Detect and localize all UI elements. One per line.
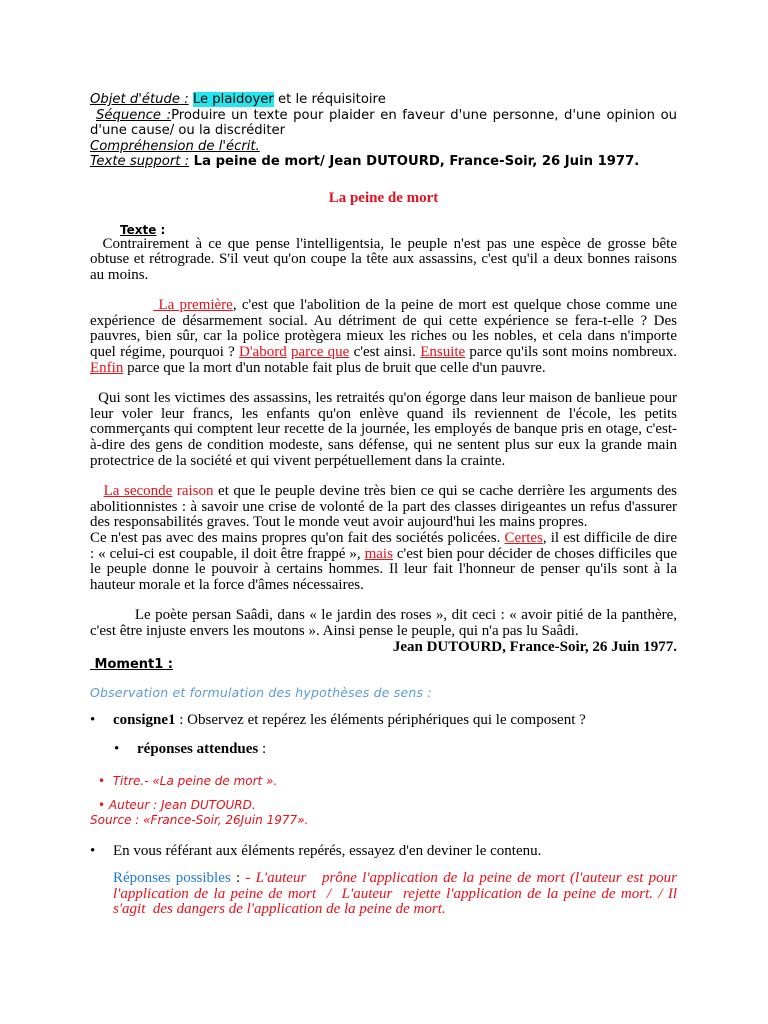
texte-label-word: Texte (120, 222, 157, 237)
consignes-list (90, 712, 677, 757)
indent (90, 483, 104, 499)
consigne-1-item (90, 712, 677, 728)
reponses-attendues-label: réponses attendues (137, 741, 259, 758)
paragraph-2-text-b: c'est ainsi. (349, 344, 421, 361)
connector-la-seconde: La seconde (103, 483, 173, 500)
comprehension-line (90, 139, 677, 155)
sequence-text: Produire un texte pour plaider en faveur d'une personne, d'une opinion ou d'une cause/ ou la discréditer (90, 107, 677, 138)
paragraph-4-text: et que le peuple devine très bien ce qui se cache derrière les arguments des abolitionnistes : à savoir une crise de volonté de la part des classes dirigeantes un refus d'assurer des responsabilités graves. Tout le monde veut avoir aujourd'hui les mains propres. (90, 483, 681, 531)
answer-titre (90, 774, 677, 789)
connector-ensuite: Ensuite (420, 344, 466, 361)
connector-dabord: D'abord (239, 344, 287, 361)
answer-auteur (90, 798, 677, 813)
connector-raison: raison (176, 483, 214, 500)
bullet-icon: • (90, 712, 96, 729)
author-signature: Jean DUTOURD, France-Soir, 26 Juin 1977. (392, 638, 677, 655)
observation-heading: Observation et formulation des hypothèses de sens : (90, 685, 432, 701)
bullet-icon: • (98, 798, 106, 813)
consigne-1-text: : Observez et repérez les éléments périphériques qui le composent ? (175, 712, 586, 729)
objet-line (90, 92, 677, 108)
moment-heading: Moment1 : (90, 657, 173, 673)
paragraph-2 (90, 297, 681, 376)
bullet-icon: • (98, 774, 106, 789)
texte-label-colon: : (156, 222, 166, 237)
sequence-line (90, 108, 677, 139)
paragraph-1: Contrairement à ce que pense l'intelligentsia, le peuple n'est pas une espèce de grosse bête obtuse et rétrograde. S'il veut qu'on coupe la tête aux assassins, c'est qu'il a deux bonnes raisons au moins. (90, 235, 681, 283)
comprehension-label: Compréhension de l'écrit. (90, 138, 260, 154)
document-title: La peine de mort (328, 189, 439, 206)
document-page (90, 92, 681, 918)
bullet-icon: • (114, 741, 120, 758)
paragraph-6: Le poète persan Saâdi, dans « le jardin des roses », dit ceci : « avoir pitié de la panthère, c'est être injuste envers les moutons ». Ainsi pense le peuple, qui n'a pas lu Saâdi. (90, 607, 681, 639)
connector-mais: mais (364, 545, 393, 562)
bullet-icon: • (90, 843, 96, 860)
reponses-possibles-text: - L'auteur prône l'application de la peine de mort (l'auteur est pour l'application de la peine de mort / L'auteur rejette l'application de la peine de mort. / Il s'agit des dangers de l'application de la peine de mort. (113, 870, 681, 918)
reponses-possibles-label: Réponses possibles (113, 870, 231, 887)
reponses-attendues-item (114, 741, 677, 757)
consigne-2-item (90, 843, 677, 859)
reponses-attendues-colon: : (258, 741, 267, 758)
paragraph-5-text-c: c'est bien pour décider de choses difficiles que le peuple donne le pouvoir à certains hommes. Il leur fait l'honneur de penser qu'ils sont à la hauteur morale et la force d'âmes nécessaires. (90, 545, 681, 593)
objet-rest: et le réquisitoire (273, 92, 386, 107)
reponses-possibles (113, 870, 681, 918)
consigne-1-label: consigne1 (113, 712, 176, 729)
connector-enfin: Enfin (90, 359, 124, 376)
objet-label: Objet d'étude : (90, 92, 189, 107)
reponses-possibles-sep: : (230, 870, 246, 887)
connector-certes: Certes (504, 530, 543, 546)
header-block (90, 92, 677, 170)
paragraph-3: Qui sont les victimes des assassins, les retraités qu'on égorge dans leur maison de banlieue pour leur voler leur francs, les enfants qu'on enlève quand ils reviennent de l'école, les petits commerçants qui comptent leur recette de la journée, les employés de banque pris en otage, c'est-à-dire des gens de condition modeste, sans défense, qui ne sentent plus sur eux la grande main protectrice de la société et qui vivent perpétuellement dans la crainte. (90, 390, 681, 469)
consigne-2-text: En vous référant aux éléments repérés, essayez d'en deviner le contenu. (113, 843, 542, 860)
texte-label (120, 223, 677, 237)
paragraph-5-text-b: , il est difficile de dire : « celui-ci est coupable, il doit être frappé », (90, 530, 681, 562)
answer-source: Source : «France-Soir, 26Juin 1977». (90, 813, 309, 828)
support-text: La peine de mort/ Jean DUTOURD, France-Soir, 26 Juin 1977. (189, 154, 640, 169)
sequence-label: Séquence : (96, 107, 172, 123)
paragraph-2-text-a: , c'est que l'abolition de la peine de mort est quelque chose comme une expérience de désarmement social. Au détriment de qui cette expérience se fera-t-elle ? Des pauvres, bien sûr, car la police protègera mieux les riches ou les nobles, et cela dans n'importe quel régime, pourquoi ? (90, 297, 681, 361)
indent (90, 297, 153, 313)
answer-titre-text: Titre.- «La peine de mort ». (112, 774, 278, 789)
answer-auteur-text: Auteur : Jean DUTOURD. (108, 798, 256, 813)
support-line (90, 154, 677, 170)
consigne-2-block (90, 843, 681, 918)
connector-la-premiere: La première (153, 297, 233, 314)
paragraph-5-text-a: Ce n'est pas avec des mains propres qu'on fait des sociétés policées. (90, 530, 505, 546)
paragraph-5 (90, 530, 681, 593)
support-label: Texte support : (90, 154, 190, 169)
paragraph-2-text-c: parce qu'ils sont moins nombreux. (465, 344, 681, 361)
paragraph-2-text-d: parce que la mort d'un notable fait plus de bruit que celle d'un pauvre. (123, 359, 546, 376)
paragraph-4 (90, 483, 681, 531)
text-body (90, 235, 681, 656)
objet-highlight: Le plaidoyer (192, 92, 274, 107)
answers-block (90, 774, 677, 828)
connector-parce-que: parce que (290, 344, 350, 361)
